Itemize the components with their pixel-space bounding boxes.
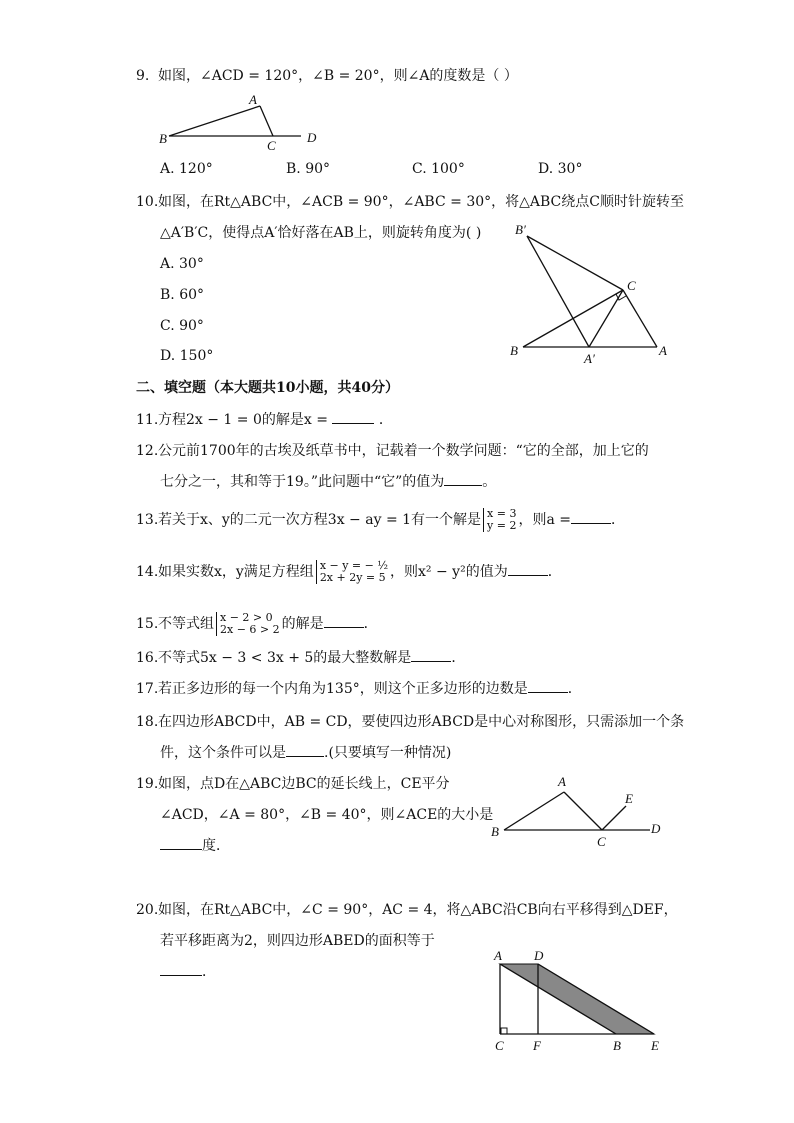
q20-line1: 20.如图，在Rt△ABC中，∠C = 90°，AC = 4，将△ABC沿CB向右平移得到△DEF，	[136, 902, 678, 918]
q10-line2: △A′B′C，使得点A′恰好落在AB上，则旋转角度为( )	[160, 225, 482, 241]
q10-label-a1: A′	[584, 351, 595, 366]
q20-label-d: D	[534, 948, 544, 963]
q10-figure	[505, 218, 680, 368]
q19-figure	[488, 770, 678, 852]
q9-label-b: B	[159, 131, 167, 146]
q10-option-a: A. 30°	[160, 256, 204, 272]
q15: 15.不等式组 x − 2 > 0 2x − 6 > 2 的解是 ．	[136, 611, 378, 636]
q10-label-b1: B′	[515, 222, 526, 237]
q14: 14.如果实数x，y满足方程组 x − y = − ½ 2x + 2y = 5 ，则x² − y²的值为 ．	[136, 559, 562, 584]
q9-label-c: C	[267, 138, 276, 153]
q20-label-b: B	[613, 1038, 621, 1053]
q19-line3: 度．	[160, 836, 230, 856]
q16-blank	[411, 661, 451, 662]
q9-label-d: D	[307, 130, 317, 145]
q20-label-a: A	[494, 948, 502, 963]
q20-figure	[488, 944, 673, 1059]
q18-blank	[286, 756, 324, 757]
q9-option-d: D. 30°	[538, 161, 583, 177]
q11-blank	[332, 423, 374, 424]
q10-label-a: A	[659, 343, 667, 358]
q18-line2: 件，这个条件可以是 .(只要填写一种情况)	[160, 745, 452, 761]
q20-line2: 若平移距离为2，则四边形ABED的面积等于	[160, 933, 435, 949]
q20-label-c: C	[495, 1038, 504, 1053]
section-title: 二、填空题（本大题共10小题，共40分）	[136, 380, 399, 396]
q9-option-a: A. 120°	[160, 161, 213, 177]
q14-blank	[508, 575, 548, 576]
q13: 13.若关于x、y的二元一次方程3x − ay = 1有一个解是 x = 3 y = 2 ，则a = ．	[136, 507, 625, 532]
q12-line1: 12.公元前1700年的古埃及纸草书中，记载着一个数学问题：“它的全部，加上它的	[136, 443, 649, 459]
q16: 16.不等式5x − 3 < 3x + 5的最大整数解是 ．	[136, 650, 466, 666]
q10-option-c: C. 90°	[160, 318, 204, 334]
q19-blank	[160, 849, 202, 850]
q15-system: x − 2 > 0 2x − 6 > 2	[216, 612, 280, 636]
q11: 11.方程2x − 1 = 0的解是x = ．	[136, 412, 393, 428]
q12-line2: 七分之一，其和等于19。”此问题中“它”的值为 。	[160, 474, 497, 490]
q19-line1: 19.如图，点D在△ABC边BC的延长线上，CE平分	[136, 776, 450, 792]
q17: 17.若正多边形的每一个内角为135°，则这个正多边形的边数是 ．	[136, 681, 582, 697]
q19-label-a: A	[558, 774, 566, 789]
q10-line1: 10.如图，在Rt△ABC中，∠ACB = 90°，∠ABC = 30°，将△ABC绕点C顺时针旋转至	[136, 194, 684, 210]
q19-line2: ∠ACD，∠A = 80°，∠B = 40°，则∠ACE的大小是	[160, 807, 494, 823]
q20-label-e: E	[651, 1038, 659, 1053]
q13-system: x = 3 y = 2	[483, 508, 516, 532]
q15-blank	[324, 627, 364, 628]
q17-blank	[528, 692, 568, 693]
q9-option-c: C. 100°	[412, 161, 465, 177]
q20-blank	[160, 975, 202, 976]
q20-label-f: F	[533, 1038, 541, 1053]
q19-label-c: C	[597, 834, 606, 849]
q13-blank	[571, 523, 611, 524]
q9-stem: 9. 如图，∠ACD = 120°，∠B = 20°，则∠A的度数是（ ）	[136, 68, 518, 84]
q18-line1: 18.在四边形ABCD中，AB = CD，要使四边形ABCD是中心对称图形，只需添加一个条	[136, 714, 685, 730]
q19-label-d: D	[651, 821, 661, 836]
q20-line3: ．	[160, 962, 216, 982]
q12-blank	[444, 485, 482, 486]
q10-option-d: D. 150°	[160, 348, 214, 364]
q9-option-b: B. 90°	[286, 161, 331, 177]
q14-system: x − y = − ½ 2x + 2y = 5	[316, 560, 388, 584]
q19-label-b: B	[491, 824, 499, 839]
q10-option-b: B. 60°	[160, 287, 205, 303]
q9-figure	[155, 88, 330, 154]
q10-label-c: C	[627, 278, 636, 293]
q19-label-e: E	[625, 791, 633, 806]
q10-label-b: B	[510, 343, 518, 358]
q9-label-a: A	[249, 92, 257, 107]
